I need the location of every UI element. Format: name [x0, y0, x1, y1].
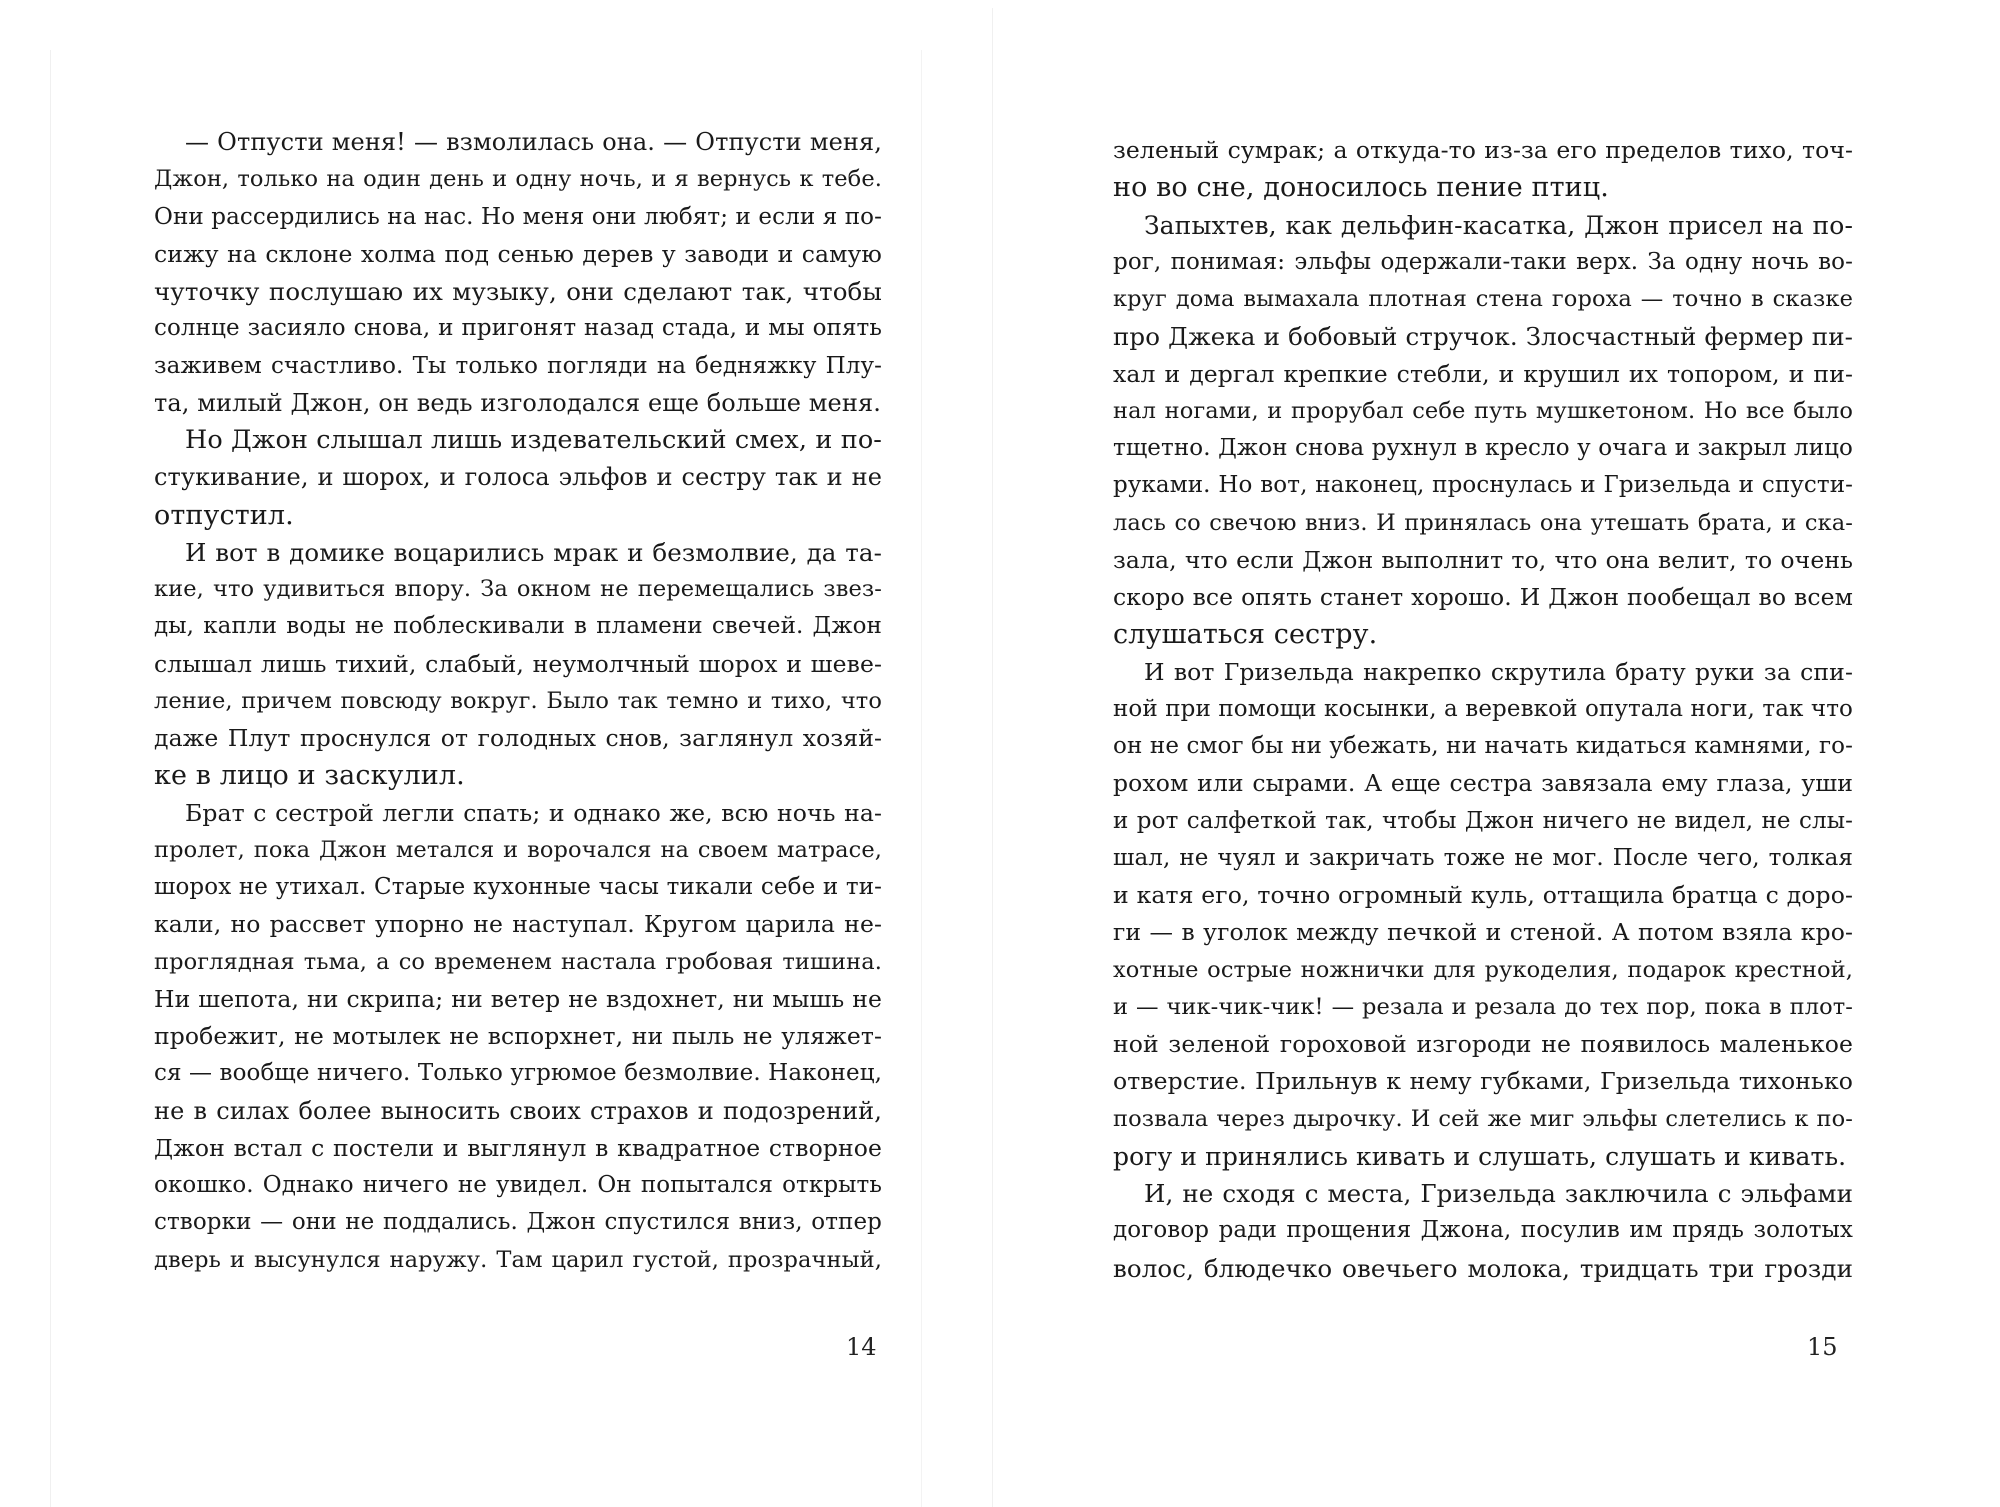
text-line: но во сне, доносилось пение птиц. — [1113, 172, 1609, 204]
text-line: Но Джон слышал лишь издевательский смех, и по- — [185, 425, 882, 455]
text-line: кие, что удивиться впору. За окном не перемещались звез- — [154, 576, 882, 602]
text-line: ды, капли воды не поблескивали в пламени свечей. Джон — [154, 613, 882, 640]
text-line: зала, что если Джон выполнит то, что она велит, то очень — [1113, 545, 1853, 574]
text-line: нал ногами, и прорубал себе путь мушкетоном. Но все было — [1113, 397, 1853, 424]
right-page-number: 15 — [1807, 1333, 1838, 1361]
text-line: круг дома вымахала плотная стена гороха — точно в сказке — [1113, 286, 1853, 312]
text-line: хал и дергал крепкие стебли, и крушил их топором, и пи- — [1113, 359, 1853, 388]
text-line: Джон встал с постели и выглянул в квадратное створное — [154, 1133, 882, 1162]
text-line: та, милый Джон, он ведь изголодался еще больше меня. — [154, 388, 881, 417]
text-line: волос, блюдечко овечьего молока, тридцать три грозди — [1113, 1253, 1853, 1283]
text-line: и — чик-чик-чик! — резала и резала до тех пор, пока в плот- — [1113, 993, 1853, 1020]
text-line: Джон, только на один день и одну ночь, и я вернусь к тебе. — [154, 166, 882, 193]
text-line: хотные острые ножнички для рукоделия, подарок крестной, — [1113, 956, 1853, 983]
left-page-text — [154, 124, 882, 1279]
text-line: Ни шепота, ни скрипа; ни ветер не вздохнет, ни мышь не — [154, 984, 882, 1013]
text-line: пролет, пока Джон метался и ворочался на своем матрасе, — [154, 836, 882, 863]
text-line: рог, понимая: эльфы одержали-таки верх. За одну ночь во- — [1113, 248, 1853, 275]
text-line: солнце засияло снова, и пригонят назад стада, и мы опять — [154, 315, 882, 342]
text-line: зеленый сумрак; а откуда-то из-за его пределов тихо, точ- — [1113, 136, 1853, 164]
text-line: Запыхтев, как дельфин-касатка, Джон присел на по- — [1144, 210, 1853, 240]
text-line: окошко. Однако ничего не увидел. Он попытался открыть — [154, 1172, 882, 1198]
text-line: он не смог бы ни убежать, ни начать кидаться камнями, го- — [1113, 733, 1853, 759]
text-line: скоро все опять станет хорошо. И Джон пообещал во всем — [1113, 583, 1853, 611]
text-line: И, не сходя с места, Гризельда заключила с эльфами — [1144, 1179, 1853, 1208]
text-line: ной зеленой гороховой изгороди не появилось маленькое — [1113, 1030, 1853, 1058]
left-page-number: 14 — [846, 1333, 877, 1361]
text-line: шал, не чуял и закричать тоже не мог. После чего, толкая — [1113, 844, 1853, 871]
text-line: проглядная тьма, а со временем настала гробовая тишина. — [154, 948, 882, 975]
text-line: отпустил. — [154, 499, 294, 531]
text-line: стукивание, и шорох, и голоса эльфов и сестру так и не — [154, 463, 882, 492]
text-line: тщетно. Джон снова рухнул в кресло у очага и закрыл лицо — [1113, 435, 1853, 461]
text-line: про Джека и бобовый стручок. Злосчастный фермер пи- — [1113, 322, 1853, 352]
text-line: руками. Но вот, наконец, проснулась и Гризельда и спусти- — [1113, 472, 1853, 499]
text-line: шорох не утихал. Старые кухонные часы тикали себе и ти- — [154, 874, 882, 900]
text-line: ление, причем повсюду вокруг. Было так темно и тихо, что — [154, 687, 882, 714]
text-line: даже Плут проснулся от голодных снов, заглянул хозяй- — [154, 724, 882, 752]
text-line: Они рассердились на нас. Но меня они любят; и если я по- — [154, 203, 882, 230]
text-line: сижу на склоне холма под сенью дерев у заводи и самую — [154, 239, 882, 268]
book-gutter — [922, 0, 992, 1507]
text-line: пробежит, не мотылек не вспорхнет, ни пыль не уляжет- — [154, 1022, 882, 1050]
text-line: И вот Гризельда накрепко скрутила брату руки за спи- — [1144, 657, 1853, 686]
text-line: ги — в уголок между печкой и стеной. А потом взяла кро- — [1113, 918, 1853, 947]
text-line: и катя его, точно огромный куль, оттащила братца с доро- — [1113, 881, 1853, 909]
text-line: кали, но рассвет упорно не наступал. Кругом царила не- — [154, 910, 882, 939]
text-line: договор ради прощения Джона, посулив им прядь золотых — [1113, 1217, 1853, 1244]
text-line: ке в лицо и заскулил. — [154, 760, 465, 792]
text-line: створки — они не поддались. Джон спустился вниз, отпер — [154, 1209, 882, 1236]
text-line: чуточку послушаю их музыку, они сделают так, чтобы — [154, 277, 882, 306]
text-line: ной при помощи косынки, а веревкой опутала ноги, так что — [1113, 695, 1853, 722]
right-page-text — [1113, 132, 1853, 1287]
text-line: не в силах более выносить своих страхов и подозрений, — [154, 1096, 882, 1125]
text-line: отверстие. Прильнув к нему губками, Гризельда тихонько — [1113, 1067, 1853, 1096]
text-line: дверь и высунулся наружу. Там царил густой, прозрачный, — [154, 1246, 882, 1273]
text-line: позвала через дырочку. И сей же миг эльфы слетелись к по- — [1113, 1105, 1853, 1132]
text-line: и рот салфеткой так, чтобы Джон ничего не видел, не слы- — [1113, 807, 1853, 834]
text-line: лась со свечою вниз. И принялась она утешать брата, и ска- — [1113, 509, 1853, 536]
text-line: рохом или сырами. А еще сестра завязала ему глаза, уши — [1113, 769, 1853, 798]
text-line: рогу и принялись кивать и слушать, слушать и кивать. — [1113, 1141, 1847, 1171]
text-line: заживем счастливо. Ты только погляди на бедняжку Плу- — [154, 352, 882, 379]
text-line: ся — вообще ничего. Только угрюмое безмолвие. Наконец, — [154, 1060, 882, 1087]
text-line: Брат с сестрой легли спать; и однако же, всю ночь на- — [185, 798, 882, 827]
text-line: слушаться сестру. — [1113, 619, 1378, 651]
text-line: — Отпусти меня! — взмолилась она. — Отпусти меня, — [185, 128, 882, 156]
text-line: И вот в домике воцарились мрак и безмолвие, да та- — [185, 537, 882, 567]
text-line: слышал лишь тихий, слабый, неумолчный шорох и шеве- — [154, 649, 882, 678]
